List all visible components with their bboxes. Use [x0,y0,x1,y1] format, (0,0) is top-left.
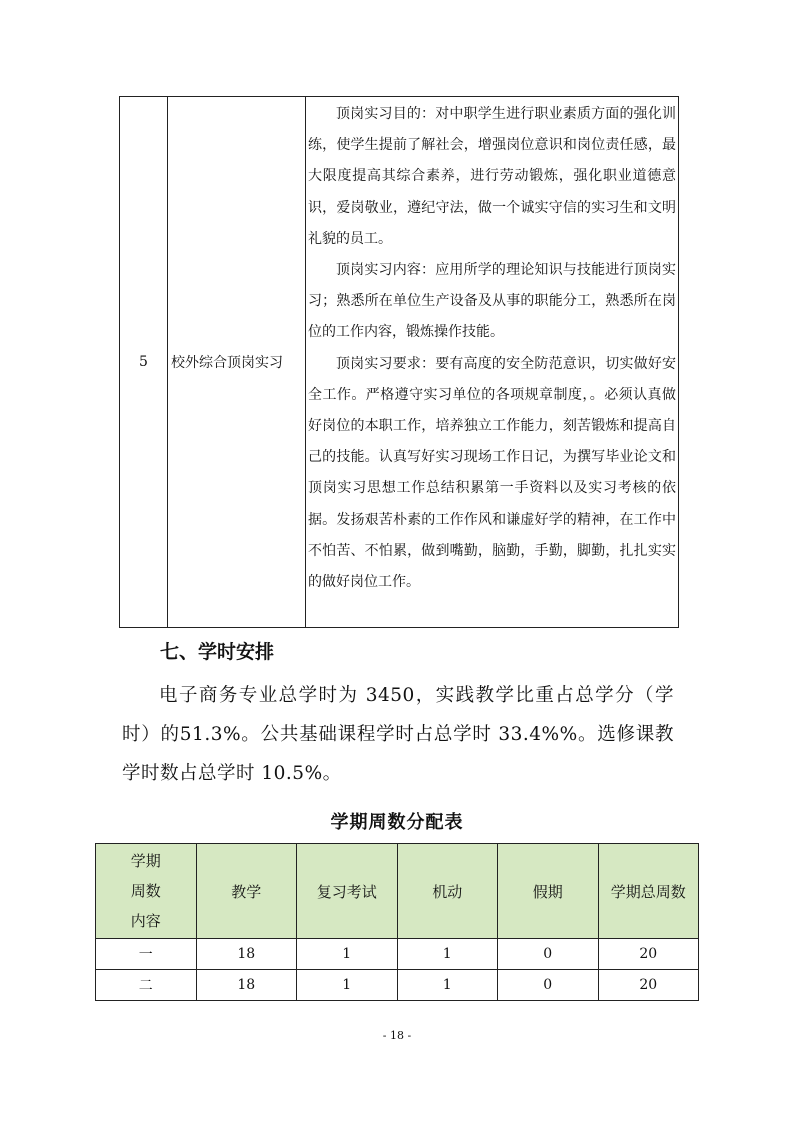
practice-table [119,96,679,628]
header-teaching: 教学 [196,844,297,939]
table-cell: 1 [297,939,398,970]
semester-label: 一 [96,939,197,970]
table-cell: 0 [498,970,599,1001]
section-heading: 七、学时安排 [160,641,275,663]
table-cell: 1 [397,939,498,970]
practice-goal-paragraph: 顶岗实习目的：对中职学生进行职业素质方面的强化训练，使学生提前了解社会，增强岗位意识和岗位责任感，最大限度提高其综合素养，进行劳动锻炼，强化职业道德意识，爱岗敬业，遵纪守法，做一个诚实守信的实习生和文明礼貌的员工。 [308,106,676,247]
header-review-exam: 复习考试 [297,844,398,939]
header-holiday: 假期 [498,844,599,939]
table-cell: 18 [196,939,297,970]
row-number: 5 [120,97,168,628]
body-paragraph: 电子商务专业总学时为 3450，实践教学比重占总学分（学时）的51.3%。公共基础课程学时占总学时 33.4%%。选修课教学时数占总学时 10.5%。 [122,685,674,784]
practice-name: 校外综合顶岗实习 [168,97,306,628]
corner-label-weeks: 周数 [130,882,161,900]
header-total-weeks: 学期总周数 [598,844,699,939]
practice-requirement-paragraph: 顶岗实习要求：要有高度的安全防范意识，切实做好安全工作。严格遵守实习单位的各项规章制度，。必须认真做好岗位的本职工作，培养独立工作能力，刻苦锻炼和提高自己的技能。认真写好实习现场工作日记，为撰写毕业论文和顶岗实习思想工作总结积累第一手资料以及实习考核的依据。发扬艰苦朴素的工作作风和谦虚好学的精神，在工作中不怕苦、不怕累，做到嘴勤，脑勤，手勤，脚勤，扎扎实实的做好岗位工作。 [308,355,676,591]
table-cell: 0 [498,939,599,970]
corner-header-cell [96,844,197,939]
table-header-row [96,844,699,939]
practice-description [306,97,679,628]
table-cell: 20 [598,970,699,1001]
table-row [120,97,679,628]
table-caption: 学期周数分配表 [330,812,464,833]
corner-label-semester: 学期 [130,852,161,870]
corner-label-content: 内容 [130,912,161,930]
table-cell: 20 [598,939,699,970]
table-cell: 1 [297,970,398,1001]
practice-content-paragraph: 顶岗实习内容：应用所学的理论知识与技能进行顶岗实习；熟悉所在单位生产设备及从事的职能分工，熟悉所在岗位的工作内容，锻炼操作技能。 [308,262,676,341]
semester-table [95,843,699,1001]
header-flexible: 机动 [397,844,498,939]
table-row [96,970,699,1001]
table-cell: 1 [397,970,498,1001]
table-row [96,939,699,970]
page-number: - 18 - [382,1029,412,1042]
semester-label: 二 [96,970,197,1001]
table-cell: 18 [196,970,297,1001]
